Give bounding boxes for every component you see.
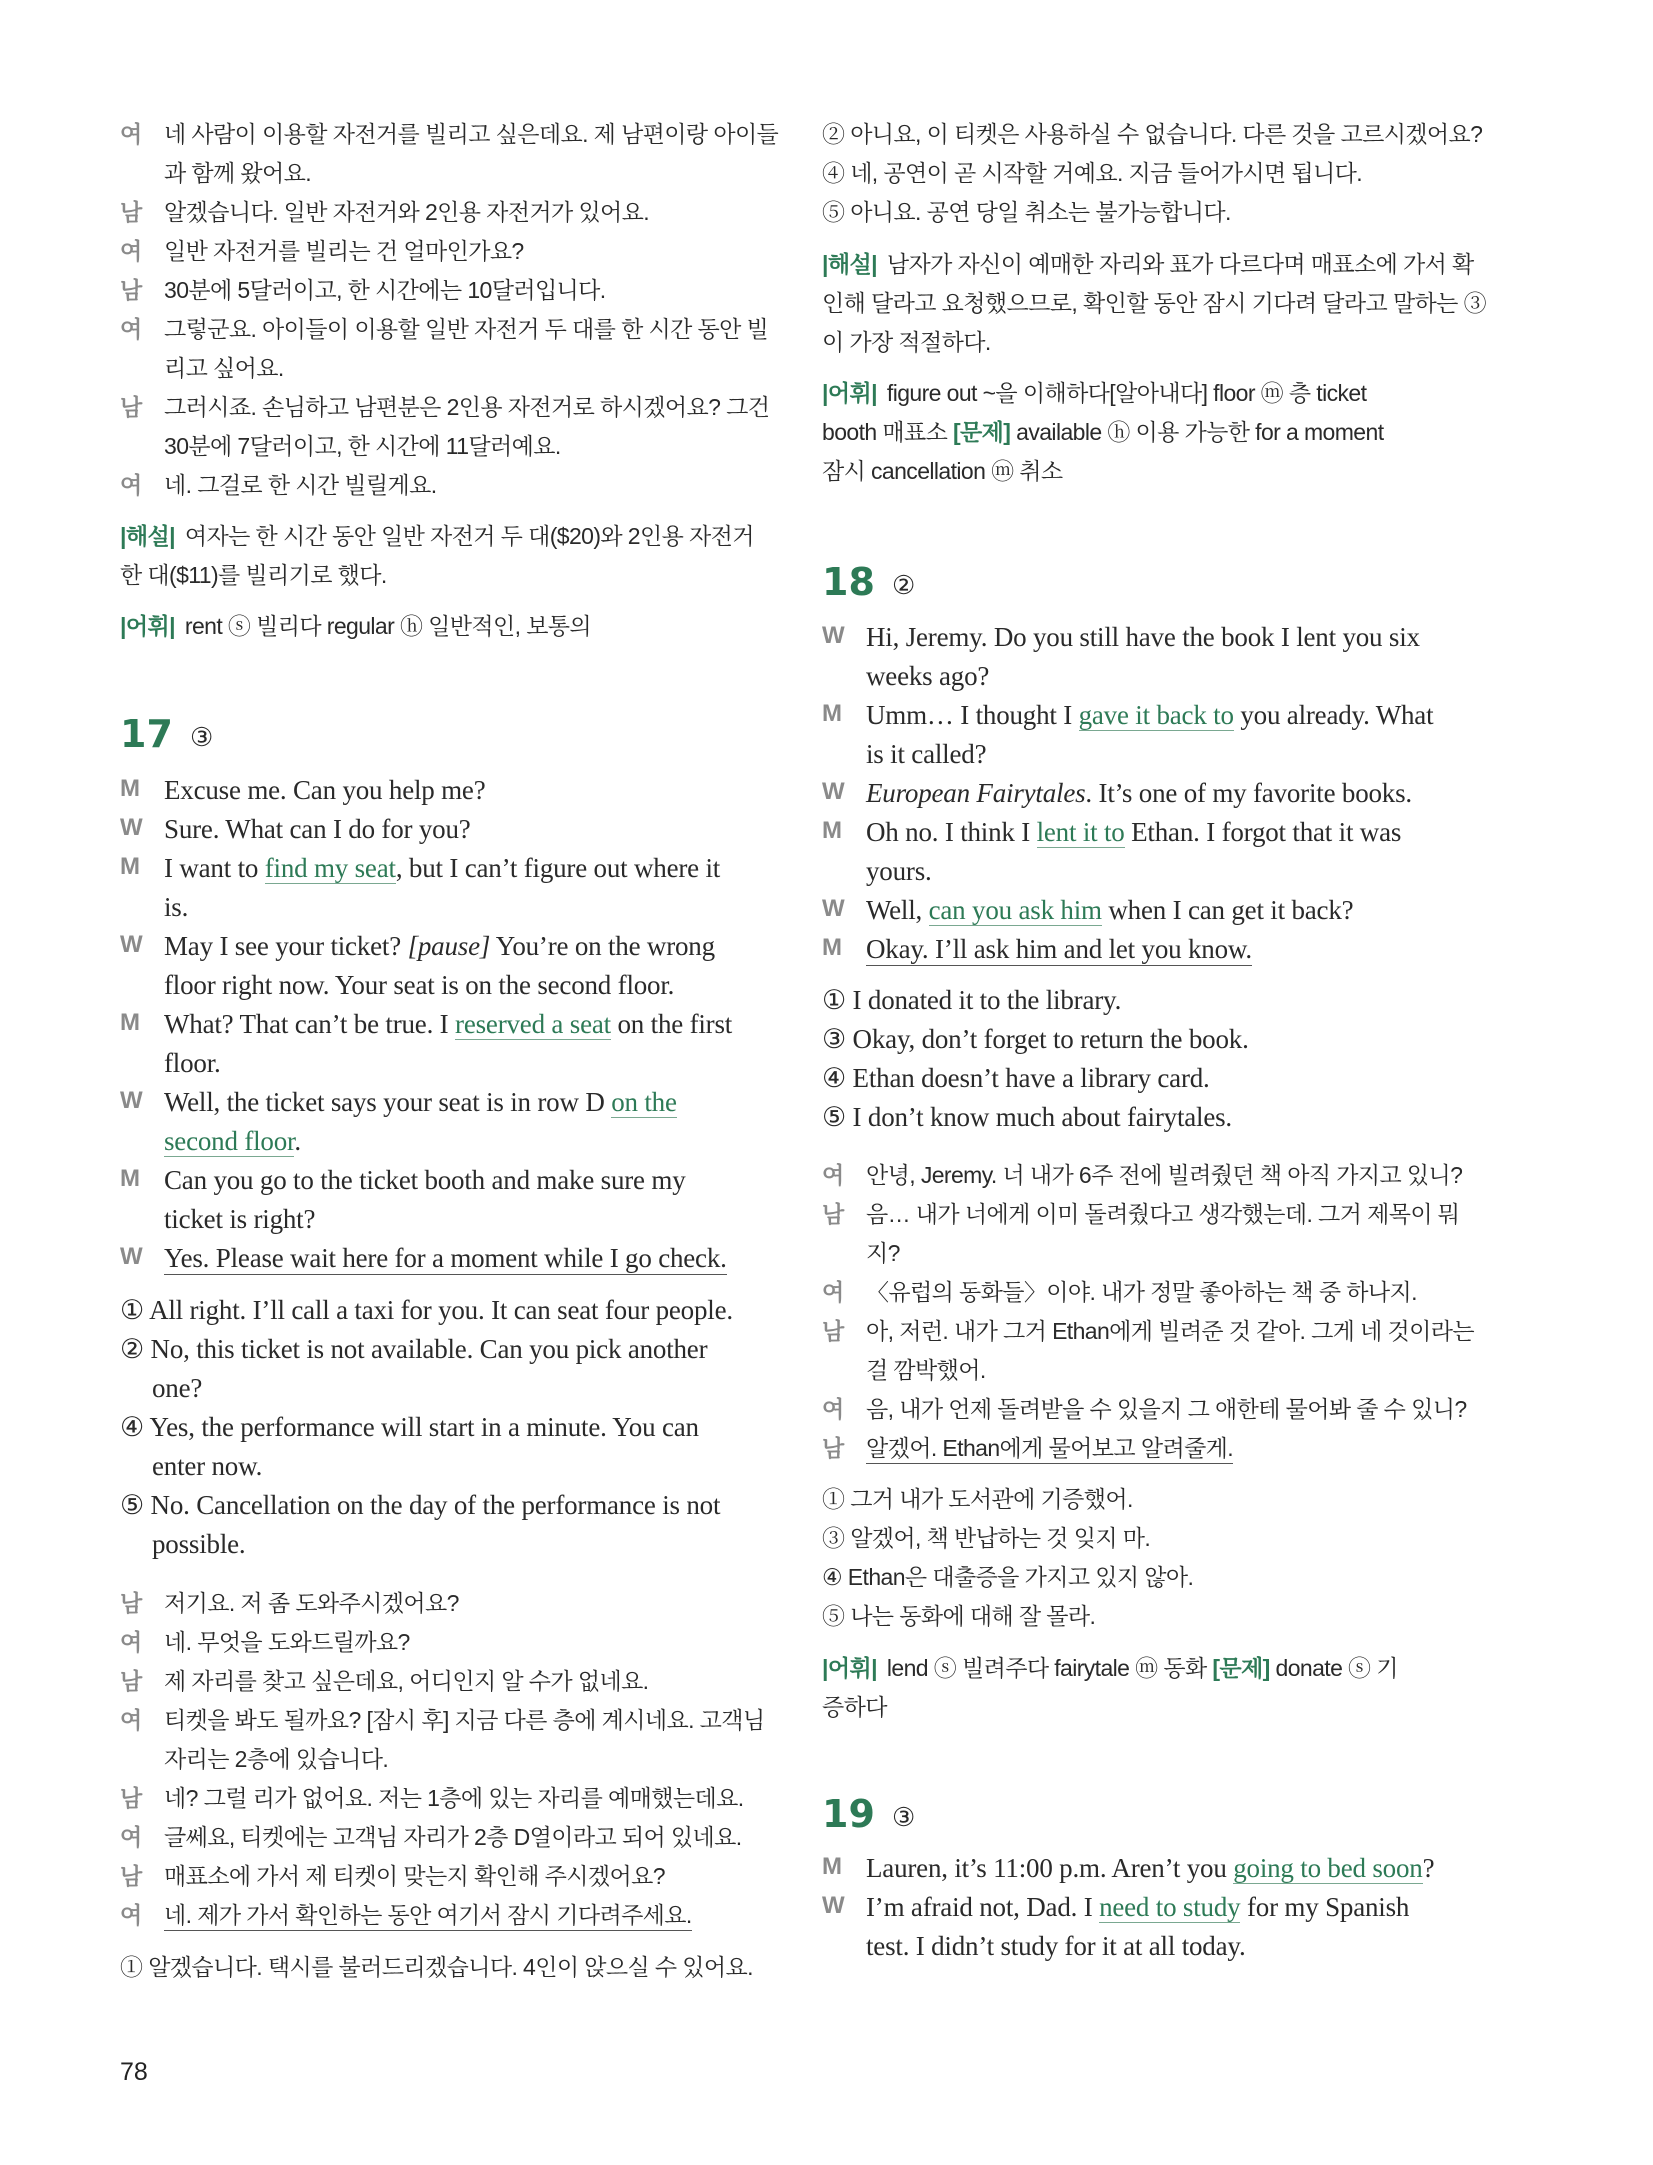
option-4: ④ Ethan doesn’t have a library card. — [822, 1063, 1210, 1093]
question-number-17: 17 — [120, 712, 173, 756]
key-phrase: find my seat — [264, 853, 396, 883]
key-phrase: second floor — [164, 1126, 295, 1156]
explanation-17-cont: 이 가장 적절하다. — [822, 329, 991, 355]
key-phrase: reserved a seat — [455, 1009, 611, 1039]
explanation-16-cont: 한 대($11)를 빌리기로 했다. — [120, 562, 387, 588]
key-phrase: need to study — [1099, 1892, 1241, 1922]
question-number-19: 19 — [822, 1792, 875, 1836]
key-phrase: going to bed soon — [1233, 1853, 1423, 1883]
answer-line: Okay. I’ll ask him and let you know. — [866, 934, 1252, 964]
kr-option-2: ② 아니요, 이 티켓은 사용하실 수 없습니다. 다른 것을 고르시겠어요? — [822, 121, 1483, 147]
answer-line: 네. 제가 가서 확인하는 동안 여기서 잠시 기다려주세요. — [164, 1897, 692, 1931]
answer-17: ③ — [190, 722, 214, 752]
kr-option-1: ① 알겠습니다. 택시를 불러드리겠습니다. 4인이 앉으실 수 있어요. — [120, 1954, 753, 1980]
option-1: ① All right. I’ll call a taxi for you. It can seat four people. — [120, 1295, 733, 1325]
answer-line: 알겠어. Ethan에게 물어보고 알려줄게. — [866, 1430, 1233, 1464]
option-3: ③ Okay, don’t forget to return the book. — [822, 1024, 1249, 1054]
option-4: ④ Yes, the performance will start in a minute. You can — [120, 1412, 699, 1442]
option-5: ⑤ No. Cancellation on the day of the performance is not — [120, 1490, 721, 1520]
page-number: 78 — [120, 2058, 148, 2086]
kr-option-4: ④ Ethan은 대출증을 가지고 있지 않아. — [822, 1564, 1194, 1590]
explanation-17: |해설| 남자가 자신이 예매한 자리와 표가 다르다며 매표소에 가서 확 — [822, 251, 1474, 277]
key-phrase: on the — [611, 1087, 677, 1117]
question-number-18: 18 — [822, 560, 875, 604]
key-phrase: lent it to — [1036, 817, 1125, 847]
option-1: ① I donated it to the library. — [822, 985, 1122, 1015]
option-4-cont: enter now. — [152, 1451, 263, 1481]
explanation-17-cont: 인해 달라고 요청했으므로, 확인할 동안 잠시 기다려 달라고 말하는 ③ — [822, 290, 1486, 316]
vocab-16: |어휘| rent ⓢ 빌리다 regular ⓗ 일반적인, 보통의 — [120, 613, 592, 639]
option-5-cont: possible. — [152, 1529, 246, 1559]
answer-18: ② — [892, 570, 916, 600]
explanation-16: |해설| 여자는 한 시간 동안 일반 자전거 두 대($20)와 2인용 자전거 — [120, 523, 754, 549]
option-5: ⑤ I don’t know much about fairytales. — [822, 1102, 1232, 1132]
vocab-17: |어휘| figure out ~을 이해하다[알아내다] floor ⓜ 층 ticket — [822, 380, 1367, 406]
kr-option-5: ⑤ 나는 동화에 대해 잘 몰라. — [822, 1603, 1096, 1629]
kr-option-5: ⑤ 아니요. 공연 당일 취소는 불가능합니다. — [822, 199, 1231, 225]
answer-19: ③ — [892, 1802, 916, 1832]
option-2: ② No, this ticket is not available. Can you pick another — [120, 1334, 708, 1364]
key-phrase: gave it back to — [1078, 700, 1234, 730]
vocab-17-cont: booth 매표소 [문제] available ⓗ 이용 가능한 for a moment — [822, 419, 1384, 445]
option-2-cont: one? — [152, 1373, 203, 1403]
key-phrase: can you ask him — [928, 895, 1102, 925]
vocab-17-cont: 잠시 cancellation ⓜ 취소 — [822, 458, 1063, 484]
vocab-18-cont: 증하다 — [822, 1694, 887, 1720]
vocab-18: |어휘| lend ⓢ 빌려주다 fairytale ⓜ 동화 [문제] donate ⓢ 기 — [822, 1655, 1398, 1681]
kr-option-3: ③ 알겠어, 책 반납하는 것 잊지 마. — [822, 1525, 1151, 1551]
kr-option-4: ④ 네, 공연이 곧 시작할 거예요. 지금 들어가시면 됩니다. — [822, 160, 1363, 186]
kr-option-1: ① 그거 내가 도서관에 기증했어. — [822, 1486, 1133, 1512]
answer-line: Yes. Please wait here for a moment while I go check. — [164, 1243, 727, 1273]
